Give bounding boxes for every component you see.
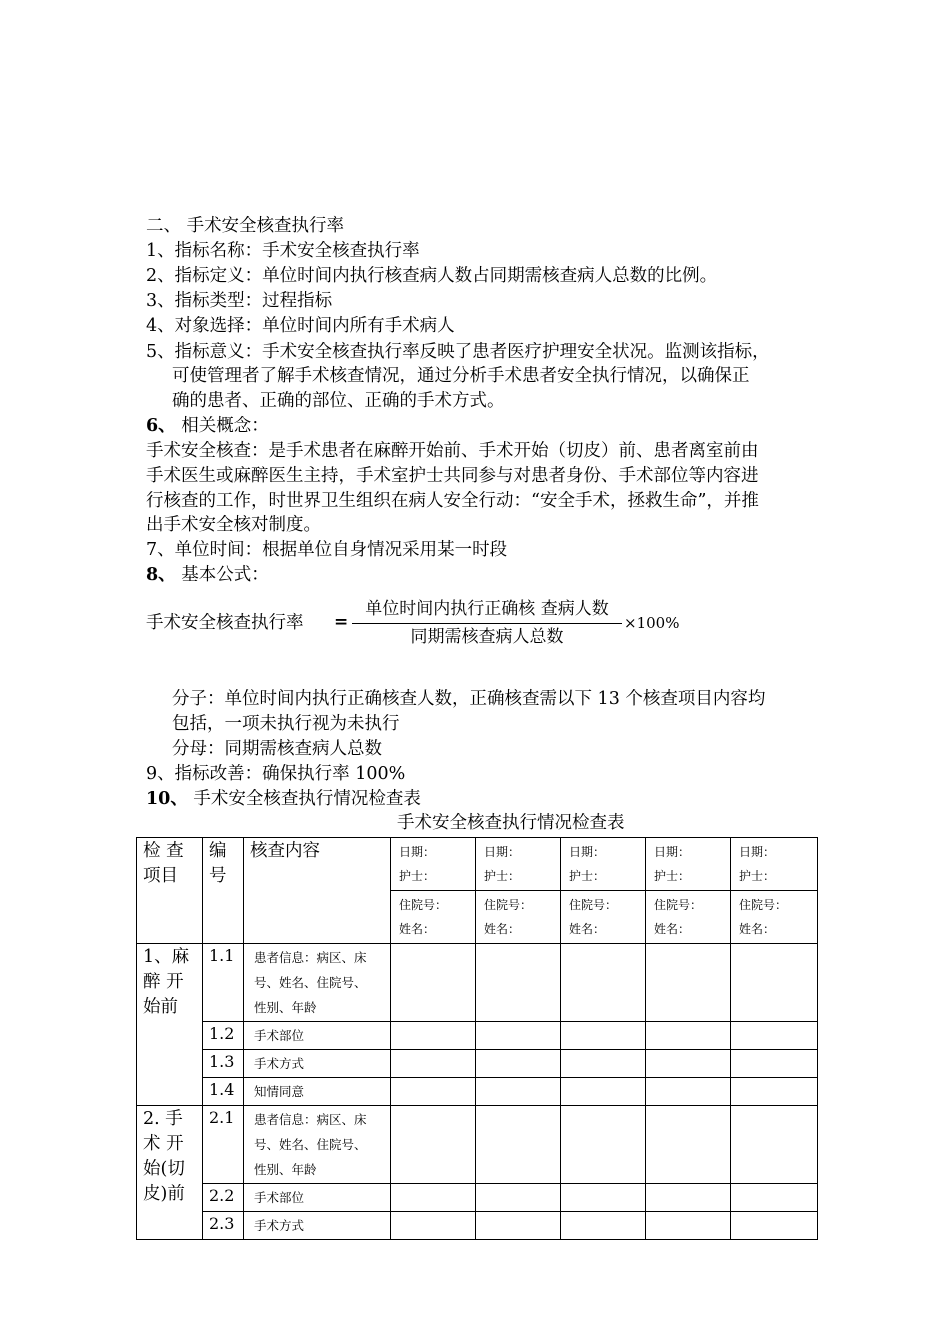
header-check-item <box>137 838 203 944</box>
row-content: 知情同意 <box>244 1078 391 1106</box>
admission-label: 住院号： <box>739 898 788 912</box>
check-cell[interactable] <box>731 1078 818 1106</box>
admission-label: 住院号： <box>399 898 448 912</box>
check-cell[interactable] <box>391 1022 476 1050</box>
item-6-label: 相关概念： <box>175 416 269 436</box>
check-cell[interactable] <box>731 1212 818 1240</box>
item-4: 4、对象选择：单位时间内所有手术病人 <box>146 316 455 336</box>
item-3: 3、指标类型：过程指标 <box>146 291 333 311</box>
check-cell[interactable] <box>646 1050 731 1078</box>
item-5-line-2: 可使管理者了解手术核查情况，通过分析手术患者安全执行情况，以确保正 <box>172 366 750 386</box>
check-cell[interactable] <box>731 1050 818 1078</box>
row-content: 手术部位 <box>244 1022 391 1050</box>
item-7: 7、单位时间：根据单位自身情况采用某一时段 <box>146 540 508 560</box>
table-row <box>137 1050 818 1078</box>
item-6-number: 6、 <box>146 416 176 436</box>
table-row <box>137 1212 818 1240</box>
group-2-line-1: 2. 手 <box>143 1109 183 1129</box>
row-content: 手术部位 <box>244 1184 391 1212</box>
date-label: 日期： <box>654 845 691 859</box>
row-number: 1.3 <box>203 1050 244 1078</box>
check-cell[interactable] <box>476 1050 561 1078</box>
check-cell[interactable] <box>561 1212 646 1240</box>
group-anesthesia <box>137 944 203 1106</box>
formula-numerator: 单位时间内执行正确核 查病人数 <box>365 599 609 619</box>
row-content <box>244 1106 391 1184</box>
check-cell[interactable] <box>476 1106 561 1184</box>
row-number: 1.4 <box>203 1078 244 1106</box>
table-row <box>137 1106 818 1184</box>
row-content-line: 性别、年龄 <box>254 1000 317 1015</box>
header-admission-name-cell <box>391 891 476 944</box>
table-row <box>137 1078 818 1106</box>
group-1-line-2: 醉 开 <box>143 972 184 992</box>
check-cell[interactable] <box>476 944 561 1022</box>
header-date-nurse-cell <box>391 838 476 891</box>
date-label: 日期： <box>739 845 776 859</box>
header-date-nurse-cell <box>646 838 731 891</box>
name-label: 姓名： <box>569 922 606 936</box>
row-number: 1.1 <box>203 944 244 1022</box>
header-number <box>203 838 244 944</box>
item-10-label: 手术安全核查执行情况检查表 <box>187 789 421 809</box>
check-cell[interactable] <box>561 1106 646 1184</box>
row-content-line: 患者信息：病区、床 <box>254 950 367 965</box>
row-content-line: 号、姓名、住院号、 <box>254 1137 367 1152</box>
numerator-note-line-2: 包括，一项未执行视为未执行 <box>172 714 400 734</box>
row-content-line: 号、姓名、住院号、 <box>254 975 367 990</box>
table-row <box>137 944 818 1022</box>
check-cell[interactable] <box>476 1184 561 1212</box>
group-surgery-start <box>137 1106 203 1240</box>
item-6 <box>146 414 269 438</box>
concept-line-3: 行核查的工作，时世界卫生组织在病人安全行动：“安全手术，拯救生命”，并推 <box>146 491 759 511</box>
nurse-label: 护士： <box>399 869 436 883</box>
item-5-line-1: 5、指标意义：手术安全核查执行率反映了患者医疗护理安全状况。监测该指标， <box>146 342 770 362</box>
concept-line-1: 手术安全核查：是手术患者在麻醉开始前、手术开始（切皮）前、患者离室前由 <box>146 441 759 461</box>
check-cell[interactable] <box>476 1212 561 1240</box>
check-cell[interactable] <box>731 1106 818 1184</box>
check-cell[interactable] <box>731 944 818 1022</box>
check-cell[interactable] <box>561 1022 646 1050</box>
group-1-line-3: 始前 <box>143 997 178 1017</box>
name-label: 姓名： <box>654 922 691 936</box>
concept-line-2: 手术医生或麻醉医生主持，手术室护士共同参与对患者身份、手术部位等内容进 <box>146 466 759 486</box>
group-2-line-2: 术 开 <box>143 1134 184 1154</box>
header-content: 核查内容 <box>244 838 391 944</box>
formula-equals: = <box>334 612 349 632</box>
check-cell[interactable] <box>561 1078 646 1106</box>
check-cell[interactable] <box>646 1212 731 1240</box>
date-label: 日期： <box>569 845 606 859</box>
formula-label: 手术安全核查执行率 <box>146 613 304 633</box>
header-date-nurse-cell <box>561 838 646 891</box>
header-admission-name-cell <box>561 891 646 944</box>
group-2-line-4: 皮)前 <box>143 1184 185 1204</box>
row-content-line: 性别、年龄 <box>254 1162 317 1177</box>
header-check-item-line-2: 项目 <box>143 866 178 886</box>
check-cell[interactable] <box>646 1078 731 1106</box>
header-admission-name-cell <box>731 891 818 944</box>
header-admission-name-cell <box>476 891 561 944</box>
checklist-table <box>136 837 818 1240</box>
check-cell[interactable] <box>561 944 646 1022</box>
check-cell[interactable] <box>476 1078 561 1106</box>
header-admission-name-cell <box>646 891 731 944</box>
admission-label: 住院号： <box>569 898 618 912</box>
check-cell[interactable] <box>391 1184 476 1212</box>
row-content <box>244 944 391 1022</box>
row-content: 手术方式 <box>244 1212 391 1240</box>
row-number: 2.2 <box>203 1184 244 1212</box>
denominator-note: 分母：同期需核查病人总数 <box>172 739 382 759</box>
check-cell[interactable] <box>561 1184 646 1212</box>
admission-label: 住院号： <box>484 898 533 912</box>
fraction-bar <box>352 623 622 624</box>
item-9: 9、指标改善：确保执行率 100% <box>146 764 406 784</box>
header-number-line-1: 编 <box>209 841 227 861</box>
check-cell[interactable] <box>391 1106 476 1184</box>
admission-label: 住院号： <box>654 898 703 912</box>
check-cell[interactable] <box>646 1022 731 1050</box>
table-row <box>137 1022 818 1050</box>
table-row <box>137 1184 818 1212</box>
check-cell[interactable] <box>646 1184 731 1212</box>
row-content: 手术方式 <box>244 1050 391 1078</box>
row-number: 1.2 <box>203 1022 244 1050</box>
item-2: 2、指标定义：单位时间内执行核查病人数占同期需核查病人总数的比例。 <box>146 266 718 286</box>
item-5-line-3: 确的患者、正确的部位、正确的手术方式。 <box>172 391 505 411</box>
row-number: 2.1 <box>203 1106 244 1184</box>
row-content-line: 患者信息：病区、床 <box>254 1112 367 1127</box>
item-10-number: 10、 <box>146 789 188 809</box>
formula-multiplier: ×100% <box>624 614 680 632</box>
check-cell[interactable] <box>476 1022 561 1050</box>
header-check-item-line-1: 检 查 <box>143 841 184 861</box>
item-8-label: 基本公式： <box>175 565 269 585</box>
check-cell[interactable] <box>391 944 476 1022</box>
check-cell[interactable] <box>391 1212 476 1240</box>
check-cell[interactable] <box>731 1022 818 1050</box>
section-heading: 二、 手术安全核查执行率 <box>146 216 345 236</box>
nurse-label: 护士： <box>484 869 521 883</box>
item-10 <box>146 787 421 811</box>
formula-denominator: 同期需核查病人总数 <box>410 627 564 647</box>
concept-line-4: 出手术安全核对制度。 <box>146 515 321 535</box>
check-cell[interactable] <box>561 1050 646 1078</box>
date-label: 日期： <box>484 845 521 859</box>
header-number-line-2: 号 <box>209 866 227 886</box>
header-date-nurse-cell <box>476 838 561 891</box>
name-label: 姓名： <box>484 922 521 936</box>
name-label: 姓名： <box>739 922 776 936</box>
check-cell[interactable] <box>646 944 731 1022</box>
name-label: 姓名： <box>399 922 436 936</box>
table-caption: 手术安全核查执行情况检查表 <box>397 813 625 833</box>
item-8-number: 8、 <box>146 565 176 585</box>
date-label: 日期： <box>399 845 436 859</box>
item-1: 1、指标名称：手术安全核查执行率 <box>146 241 420 261</box>
group-1-line-1: 1、麻 <box>143 947 190 967</box>
check-cell[interactable] <box>646 1106 731 1184</box>
header-date-nurse-cell <box>731 838 818 891</box>
check-cell[interactable] <box>391 1078 476 1106</box>
check-cell[interactable] <box>731 1184 818 1212</box>
nurse-label: 护士： <box>654 869 691 883</box>
nurse-label: 护士： <box>569 869 606 883</box>
item-8 <box>146 563 269 587</box>
numerator-note-line-1: 分子：单位时间内执行正确核查人数，正确核查需以下 13 个核查项目内容均 <box>172 689 766 709</box>
check-cell[interactable] <box>391 1050 476 1078</box>
row-number: 2.3 <box>203 1212 244 1240</box>
group-2-line-3: 始(切 <box>143 1159 185 1179</box>
header-row-1 <box>137 838 818 891</box>
nurse-label: 护士： <box>739 869 776 883</box>
